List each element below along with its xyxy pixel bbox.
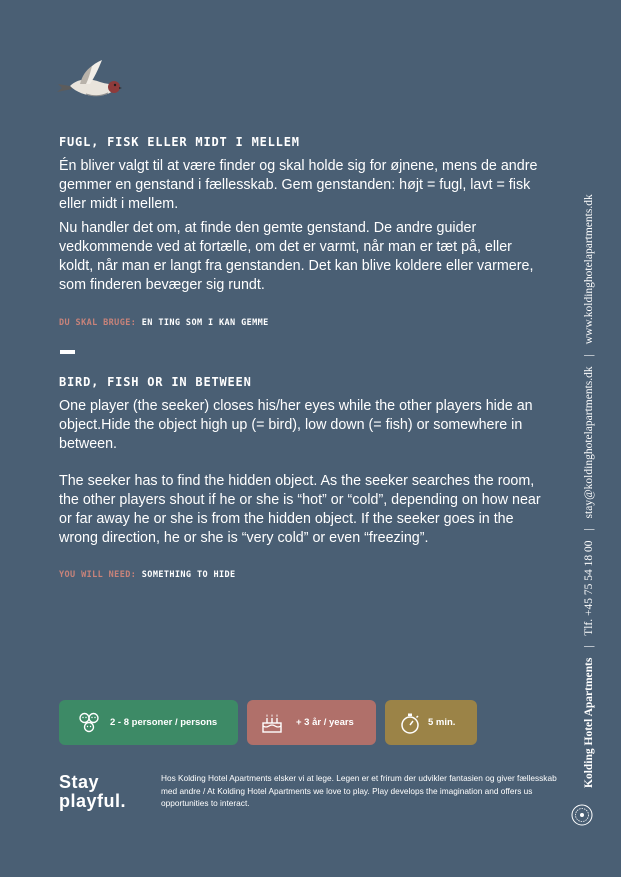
duration-badge [385,700,477,745]
logo-seal-icon [571,804,593,826]
age-label: + 3 år / years [296,717,354,728]
children-icon [77,711,101,735]
stopwatch-icon [398,711,422,735]
danish-title: FUGL, FISK ELLER MIDT I MELLEM [59,135,300,149]
sidebar-separator: | [583,354,595,357]
english-paragraph-1: One player (the seeker) closes his/her eyes while the other players hide an object.Hide the object high up (= bird), low down (= fish) or somewhere in between. [59,398,533,452]
sidebar-separator: | [583,645,595,648]
duration-label: 5 min. [428,717,456,728]
bird-illustration [56,56,122,106]
stay-playful-tagline [59,773,126,811]
english-need-line [59,570,236,580]
sidebar-separator: | [583,528,595,531]
danish-need-label: DU SKAL BRUGE: [59,318,137,328]
sidebar-contact-strip [583,194,595,788]
sidebar-email[interactable]: stay@koldinghotelapartments.dk [583,366,595,519]
players-badge [59,700,238,745]
tagline-line-1: Stay [59,772,100,792]
section-divider [60,350,75,354]
sidebar-website[interactable]: www.koldinghotelapartments.dk [583,194,595,345]
english-paragraph-2: The seeker has to find the hidden object. As the seeker searches the room, the other players shout if he or she is “hot” or “cold”, depending on how near or far away he or she is from the hidden object. If the seeker goes in the wrong direction, he or she is “very cold” or even “freezing”. [59,473,541,546]
birthday-cake-icon [260,711,284,735]
english-need-value: SOMETHING TO HIDE [141,570,236,580]
danish-need-value: EN TING SOM I KAN GEMME [141,318,269,328]
tagline-line-2: playful. [59,791,127,811]
age-badge [247,700,376,745]
english-title: BIRD, FISH OR IN BETWEEN [59,375,252,389]
sidebar-brand: Kolding Hotel Apartments [583,657,595,788]
danish-paragraph-2: Nu handler det om, at finde den gemte genstand. De andre guider vedkommende ved at fortælle, om det er varmt, når man er tæt på, eller koldt, når man er langt fra genstanden. Det kan blive koldere eller varmere, som finderen bevæger sig rundt. [59,220,534,293]
footer-description: Hos Kolding Hotel Apartments elsker vi at lege. Legen er et frirum der udvikler fantasien og giver fællesskab med andre / At Kolding Hotel Apartments we love to play. Play develops the imagination and offers us opportunities to interact. [161,773,557,808]
players-label: 2 - 8 personer / persons [110,717,218,728]
danish-paragraph-1: Én bliver valgt til at være finder og skal holde sig for øjnene, mens de andre gemmer en genstand i fællesskab. Gem genstanden: højt = fugl, lavt = fisk eller midt i mellem. [59,158,538,212]
english-need-label: YOU WILL NEED: [59,570,137,580]
danish-need-line [59,318,269,328]
sidebar-phone: Tlf. +45 75 54 18 00 [583,540,595,636]
